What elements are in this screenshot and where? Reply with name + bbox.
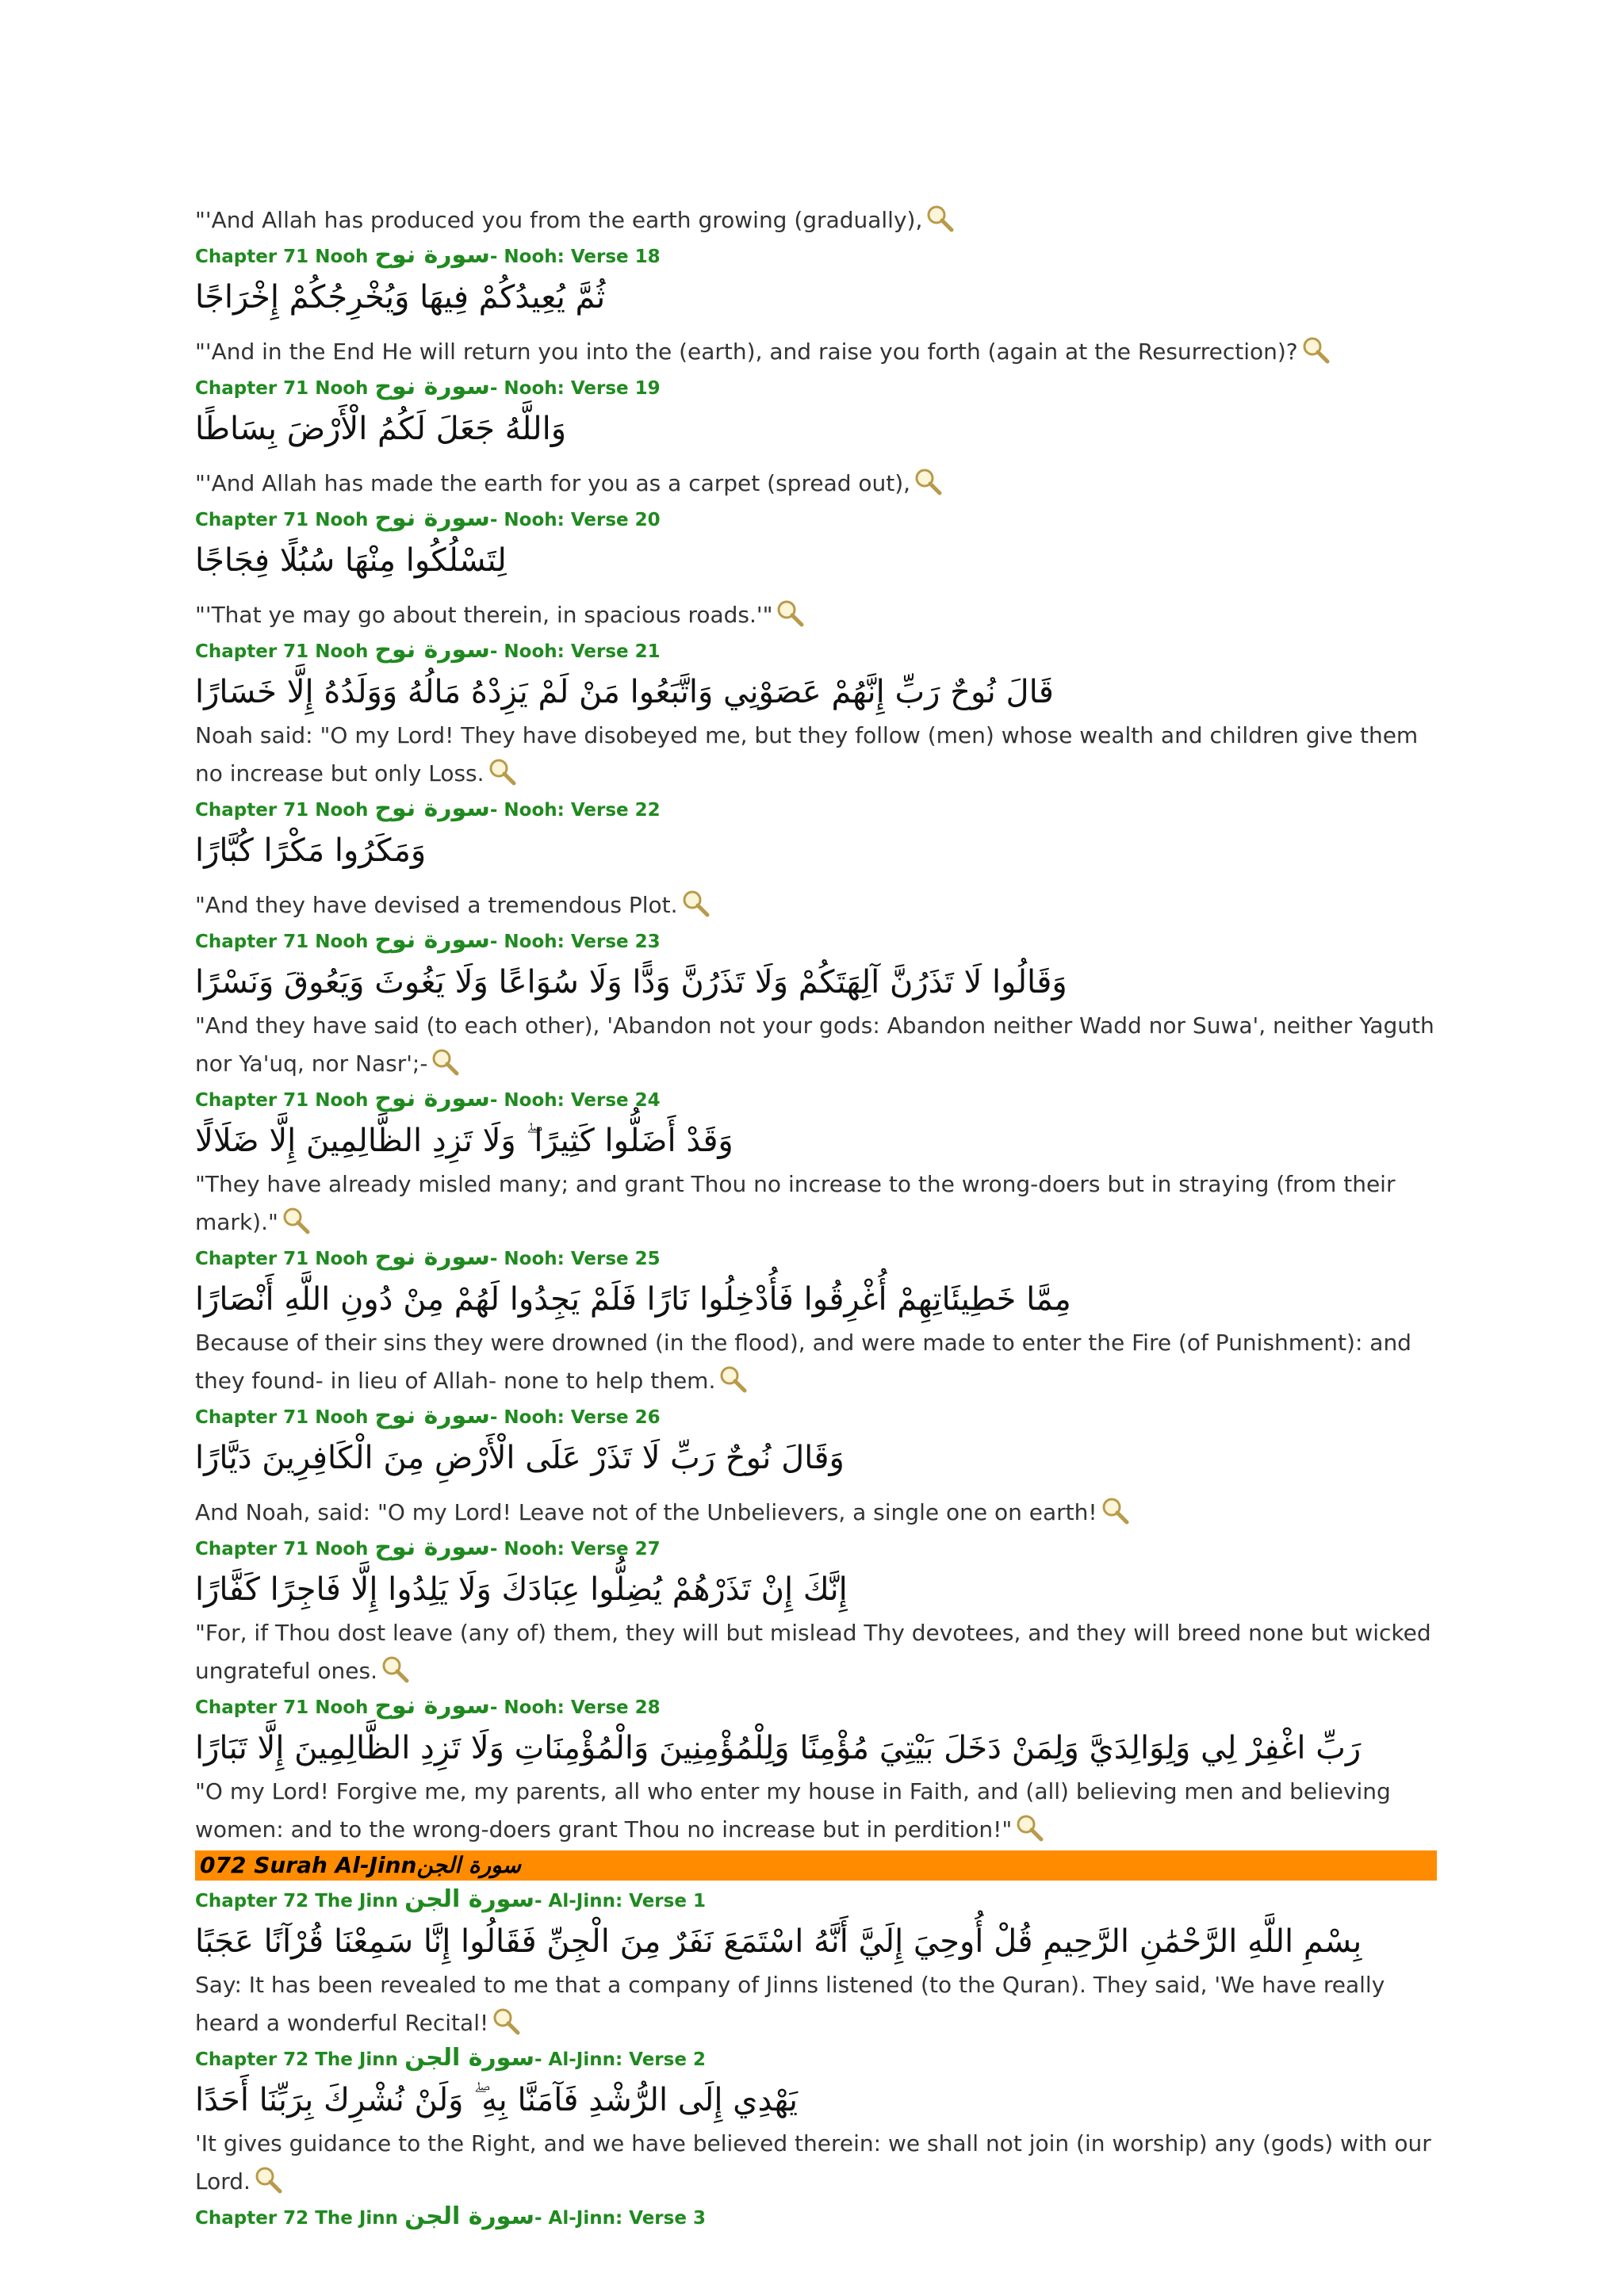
magnifier-icon[interactable] — [282, 1206, 310, 1234]
verse-header[interactable]: Chapter 71 Nooh سورة نوح- Nooh: Verse 21 — [195, 636, 661, 664]
verse-block — [195, 1690, 1437, 1849]
verse-block — [195, 503, 1437, 634]
verse-header[interactable]: Chapter 71 Nooh سورة نوح- Nooh: Verse 28 — [195, 1692, 661, 1720]
arabic-verse: يَهْدِي إِلَى الرُّشْدِ فَآمَنَّا بِهِ ۖ وَلَنْ نُشْرِكَ بِرَبِّنَا أَحَدًا — [195, 2082, 799, 2118]
translation-text: 'It gives guidance to the Right, and we have believed therein: we shall not join (in worship) any (gods) with our Lord. — [195, 2130, 1431, 2195]
verse-header[interactable]: Chapter 71 Nooh سورة نوح- Nooh: Verse 27 — [195, 1533, 661, 1561]
verse-block — [195, 924, 1437, 1083]
verse-block — [195, 371, 1437, 503]
verse-block — [195, 1083, 1437, 1242]
magnifier-icon[interactable] — [681, 889, 710, 917]
verse-header[interactable]: Chapter 71 Nooh سورة نوح- Nooh: Verse 22 — [195, 794, 661, 822]
verse-header[interactable]: Chapter 71 Nooh سورة نوح- Nooh: Verse 19 — [195, 373, 661, 400]
magnifier-icon[interactable] — [431, 1047, 459, 1076]
magnifier-icon[interactable] — [381, 1655, 409, 1683]
verse-block — [195, 2201, 1437, 2234]
verse-header[interactable]: Chapter 71 Nooh سورة نوح- Nooh: Verse 26 — [195, 1402, 661, 1429]
arabic-verse: وَقَالَ نُوحٌ رَبِّ لَا تَذَرْ عَلَى الْأَرْضِ مِنَ الْكَافِرِينَ دَيَّارًا — [195, 1440, 845, 1476]
arabic-verse: قَالَ نُوحٌ رَبِّ إِنَّهُمْ عَصَوْنِي وَاتَّبَعُوا مَنْ لَمْ يَزِدْهُ مَالُهُ وَوَلَدُهُ إِلَّا خَسَارًا — [195, 674, 1054, 710]
magnifier-icon[interactable] — [1101, 1496, 1129, 1525]
translation-text: "And they have devised a tremendous Plot. — [195, 886, 1437, 924]
verse-block — [195, 1242, 1437, 1400]
verse-header[interactable]: Chapter 72 The Jinn سورة الجن- Al-Jinn: Verse 2 — [195, 2044, 706, 2072]
verse-block — [195, 1532, 1437, 1690]
arabic-verse: وَمَكَرُوا مَكْرًا كُبَّارًا — [195, 832, 427, 869]
verse-header[interactable]: Chapter 72 The Jinn سورة الجن- Al-Jinn: Verse 3 — [195, 2202, 706, 2230]
translation-text: "O my Lord! Forgive me, my parents, all who enter my house in Faith, and (all) believing men and believing women: and to the wrong-doers grant Thou no increase but in perdition!" — [195, 1778, 1391, 1843]
verse-block — [195, 1884, 1437, 2042]
magnifier-icon[interactable] — [925, 204, 954, 232]
translation-text: "They have already misled many; and grant Thou no increase to the wrong-doers but in straying (from their mark)." — [195, 1171, 1396, 1235]
magnifier-icon[interactable] — [254, 2165, 282, 2194]
magnifier-icon[interactable] — [492, 2007, 520, 2035]
verse-header[interactable]: Chapter 72 The Jinn سورة الجن- Al-Jinn: Verse 1 — [195, 1885, 706, 1913]
magnifier-icon[interactable] — [718, 1364, 747, 1393]
arabic-verse: بِسْمِ اللَّهِ الرَّحْمَٰنِ الرَّحِيمِ قُلْ أُوحِيَ إِلَيَّ أَنَّهُ اسْتَمَعَ نَفَرٌ مِنَ الْجِنِّ فَقَالُوا إِنَّا سَمِعْنَا قُرْآنًا عَجَبًا — [195, 1923, 1362, 1960]
arabic-verse: مِمَّا خَطِيئَاتِهِمْ أُغْرِقُوا فَأُدْخِلُوا نَارًا فَلَمْ يَجِدُوا لَهُمْ مِنْ دُونِ اللَّهِ أَنْصَارًا — [195, 1281, 1071, 1318]
translation-text: "'And Allah has made the earth for you as a carpet (spread out), — [195, 465, 1437, 503]
verse-header[interactable]: Chapter 71 Nooh سورة نوح- Nooh: Verse 25 — [195, 1243, 661, 1271]
arabic-verse: وَاللَّهُ جَعَلَ لَكُمُ الْأَرْضَ بِسَاطًا — [195, 411, 567, 447]
translation-text: "And they have said (to each other), 'Abandon not your gods: Abandon neither Wadd nor Suwa', neither Yaguth nor Ya'uq, nor Nasr';- — [195, 1012, 1434, 1077]
surah-title-bar[interactable]: 072 Surah Al-Jinnسورة الجن — [195, 1850, 1437, 1881]
translation-text: And Noah, said: "O my Lord! Leave not of the Unbelievers, a single one on earth! — [195, 1494, 1437, 1532]
translation-text: "'And in the End He will return you into the (earth), and raise you forth (again at the Resurrection)? — [195, 333, 1437, 371]
translation-text: "'That ye may go about therein, in spacious roads.'" — [195, 596, 1437, 634]
translation-text: "For, if Thou dost leave (any of) them, they will but mislead Thy devotees, and they will breed none but wicked ungrateful ones. — [195, 1620, 1431, 1684]
verse-block — [195, 1400, 1437, 1532]
magnifier-icon[interactable] — [488, 757, 516, 786]
arabic-verse: ثُمَّ يُعِيدُكُمْ فِيهَا وَيُخْرِجُكُمْ إِخْرَاجًا — [195, 279, 606, 316]
translation-text: "'And Allah has produced you from the earth growing (gradually), — [195, 201, 1437, 239]
verse-header[interactable]: Chapter 71 Nooh سورة نوح- Nooh: Verse 20 — [195, 504, 661, 532]
translation-text: Say: It has been revealed to me that a company of Jinns listened (to the Quran). They said, 'We have really heard a wonderful Recital! — [195, 1972, 1385, 2036]
verse-block — [195, 634, 1437, 793]
verse-header[interactable]: Chapter 71 Nooh سورة نوح- Nooh: Verse 18 — [195, 241, 661, 269]
page-content — [195, 201, 1437, 2234]
verse-header[interactable]: Chapter 71 Nooh سورة نوح- Nooh: Verse 24 — [195, 1085, 661, 1112]
magnifier-icon[interactable] — [1015, 1813, 1044, 1842]
verse-header[interactable]: Chapter 71 Nooh سورة نوح- Nooh: Verse 23 — [195, 926, 661, 954]
verse-block — [195, 793, 1437, 924]
translation-text: Noah said: "O my Lord! They have disobeyed me, but they follow (men) whose wealth and children give them no increase but only Loss. — [195, 722, 1419, 786]
translation-text: Because of their sins they were drowned (in the flood), and were made to enter the Fire (of Punishment): and they found- in lieu of Allah- none to help them. — [195, 1330, 1411, 1394]
arabic-verse: وَقَالُوا لَا تَذَرُنَّ آلِهَتَكُمْ وَلَا تَذَرُنَّ وَدًّا وَلَا سُوَاعًا وَلَا يَغُوثَ وَيَعُوقَ وَنَسْرًا — [195, 964, 1067, 1001]
verse-block — [195, 239, 1437, 371]
verse-block — [195, 2042, 1437, 2201]
arabic-verse: لِتَسْلُكُوا مِنْهَا سُبُلًا فِجَاجًا — [195, 542, 507, 579]
arabic-verse: وَقَدْ أَضَلُّوا كَثِيرًا ۖ وَلَا تَزِدِ الظَّالِمِينَ إِلَّا ضَلَالًا — [195, 1123, 733, 1159]
arabic-verse: إِنَّكَ إِنْ تَذَرْهُمْ يُضِلُّوا عِبَادَكَ وَلَا يَلِدُوا إِلَّا فَاجِرًا كَفَّارًا — [195, 1571, 848, 1608]
magnifier-icon[interactable] — [776, 599, 804, 627]
arabic-verse: رَبِّ اغْفِرْ لِي وَلِوَالِدَيَّ وَلِمَنْ دَخَلَ بَيْتِيَ مُؤْمِنًا وَلِلْمُؤْمِنِينَ وَالْمُؤْمِنَاتِ وَلَا تَزِدِ الظَّالِمِينَ إِلَّا تَبَارًا — [195, 1730, 1362, 1766]
magnifier-icon[interactable] — [914, 467, 942, 496]
magnifier-icon[interactable] — [1301, 335, 1330, 364]
